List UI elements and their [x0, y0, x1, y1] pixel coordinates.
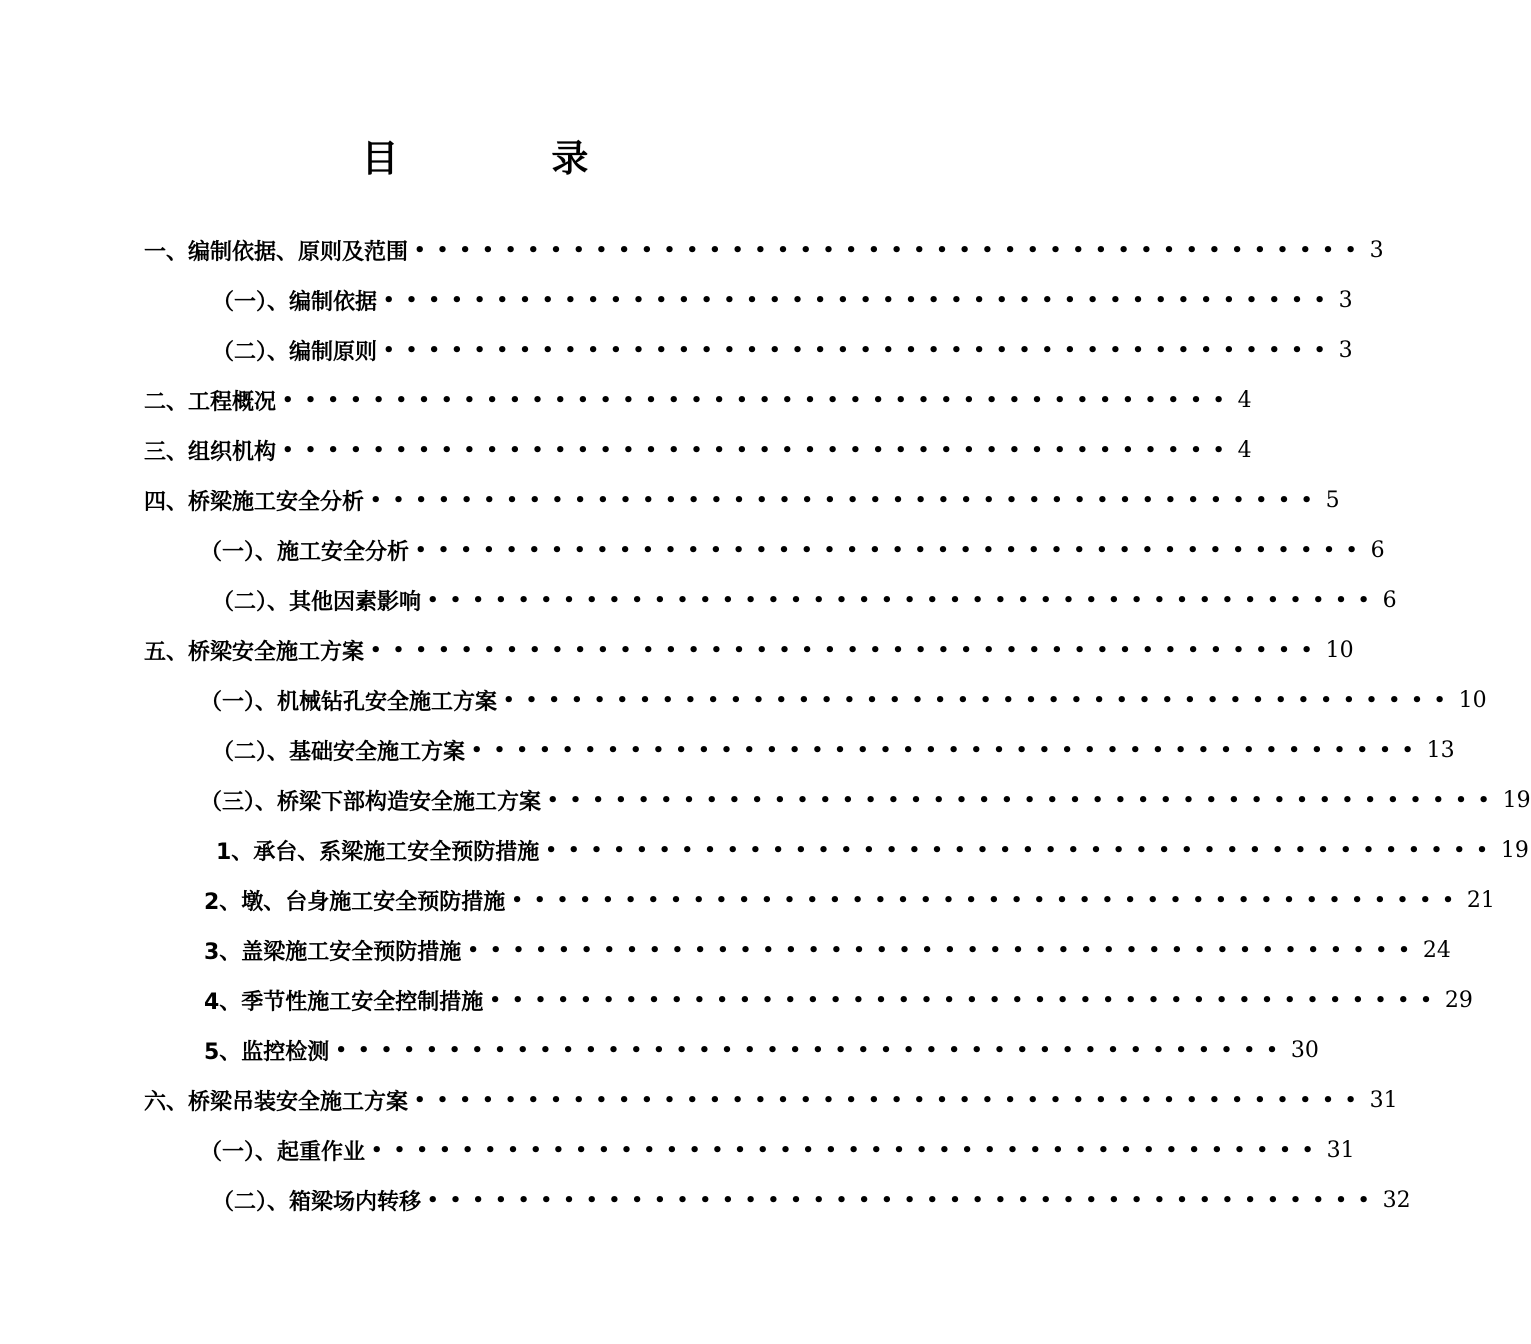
toc-entry-text: 四、桥梁施工安全分析	[144, 489, 365, 515]
toc-leader-dots: ••••••••••••••••••••••••••••••••••••••••••	[370, 639, 1324, 661]
toc-entry-text: 三、组织机构	[144, 439, 277, 465]
toc-entry-text: （一）、编制依据	[212, 289, 378, 315]
toc-entry-text: 3、盖梁施工安全预防措施	[204, 939, 462, 965]
toc-entry-page: 19	[1502, 787, 1531, 813]
toc-entry[interactable]	[212, 1176, 1411, 1224]
toc-entry-text: （一）、起重作业	[200, 1139, 366, 1165]
toc-entry-text: 5、监控检测	[204, 1039, 330, 1065]
toc-leader-dots: ••••••••••••••••••••••••••••••••••••••••••	[503, 689, 1457, 711]
toc-entry[interactable]	[204, 976, 1473, 1024]
toc-entry-text: （一）、施工安全分析	[200, 539, 410, 565]
toc-entry-text: 1、承台、系梁施工安全预防措施	[216, 839, 540, 865]
toc-entry-page: 4	[1237, 387, 1252, 413]
toc-entry-page: 21	[1466, 887, 1495, 913]
toc-entry[interactable]	[212, 276, 1353, 324]
toc-entry[interactable]	[144, 1076, 1398, 1124]
toc-entry-page: 30	[1290, 1037, 1319, 1063]
toc-entry-page: 32	[1382, 1187, 1411, 1213]
toc-leader-dots: ••••••••••••••••••••••••••••••••••••••••••	[467, 939, 1421, 961]
toc-entry[interactable]	[144, 626, 1354, 674]
toc-entry[interactable]	[144, 476, 1340, 524]
toc-entry-page: 10	[1325, 637, 1354, 663]
toc-leader-dots: ••••••••••••••••••••••••••••••••••••••••••	[489, 989, 1443, 1011]
toc-leader-dots: ••••••••••••••••••••••••••••••••••••••••••	[282, 389, 1236, 411]
toc-entry-page: 10	[1458, 687, 1487, 713]
toc-entry-text: （二）、其他因素影响	[212, 589, 422, 615]
toc-entry-page: 19	[1500, 837, 1529, 863]
toc-entry-text: （一）、机械钻孔安全施工方案	[200, 689, 498, 715]
toc-entry[interactable]	[200, 676, 1487, 724]
toc-leader-dots: ••••••••••••••••••••••••••••••••••••••••••	[545, 839, 1499, 861]
toc-entry[interactable]	[212, 326, 1353, 374]
toc-entry-text: （二）、箱梁场内转移	[212, 1189, 422, 1215]
toc-entry-page: 3	[1369, 237, 1384, 263]
toc-entry[interactable]	[204, 876, 1495, 924]
toc-leader-dots: ••••••••••••••••••••••••••••••••••••••••••	[383, 289, 1337, 311]
toc-leader-dots: ••••••••••••••••••••••••••••••••••••••••••	[383, 339, 1337, 361]
toc-entry[interactable]	[204, 1026, 1319, 1074]
toc-leader-dots: ••••••••••••••••••••••••••••••••••••••••••	[414, 239, 1368, 261]
toc-entry-page: 13	[1426, 737, 1455, 763]
toc-leader-dots: ••••••••••••••••••••••••••••••••••••••••••	[371, 1139, 1325, 1161]
toc-leader-dots: ••••••••••••••••••••••••••••••••••••••••••	[335, 1039, 1289, 1061]
toc-entry[interactable]	[144, 226, 1384, 274]
toc-entry-page: 6	[1370, 537, 1385, 563]
toc-entry[interactable]	[200, 526, 1385, 574]
toc-entry[interactable]	[212, 576, 1397, 624]
toc-leader-dots: ••••••••••••••••••••••••••••••••••••••••••	[427, 1189, 1381, 1211]
toc-leader-dots: ••••••••••••••••••••••••••••••••••••••••••	[414, 1089, 1368, 1111]
toc-entry-page: 6	[1382, 587, 1397, 613]
toc-entry[interactable]	[204, 926, 1451, 974]
toc-entry[interactable]	[200, 1126, 1355, 1174]
toc-entry-page: 4	[1237, 437, 1252, 463]
toc-leader-dots: ••••••••••••••••••••••••••••••••••••••••••	[547, 789, 1501, 811]
toc-entry-page: 29	[1444, 987, 1473, 1013]
toc-leader-dots: ••••••••••••••••••••••••••••••••••••••••••	[471, 739, 1425, 761]
toc-entry[interactable]	[212, 726, 1455, 774]
toc-entry-page: 31	[1326, 1137, 1355, 1163]
toc-leader-dots: ••••••••••••••••••••••••••••••••••••••••••	[415, 539, 1369, 561]
toc-entry-text: 五、桥梁安全施工方案	[144, 639, 365, 665]
toc-entry-page: 31	[1369, 1087, 1398, 1113]
toc-entry-page: 3	[1338, 287, 1353, 313]
toc-entry-text: （二）、编制原则	[212, 339, 378, 365]
toc-entry[interactable]	[144, 426, 1252, 474]
toc-entry-text: 二、工程概况	[144, 389, 277, 415]
toc-entry-page: 3	[1338, 337, 1353, 363]
toc-entry-text: 4、季节性施工安全控制措施	[204, 989, 484, 1015]
toc-entry[interactable]	[200, 776, 1531, 824]
toc-leader-dots: ••••••••••••••••••••••••••••••••••••••••••	[511, 889, 1465, 911]
toc-leader-dots: ••••••••••••••••••••••••••••••••••••••••••	[427, 589, 1381, 611]
toc-entry-text: 一、编制依据、原则及范围	[144, 239, 409, 265]
toc-entry-page: 24	[1422, 937, 1451, 963]
toc-entry[interactable]	[144, 376, 1252, 424]
toc-leader-dots: ••••••••••••••••••••••••••••••••••••••••••	[370, 489, 1324, 511]
toc-leader-dots: ••••••••••••••••••••••••••••••••••••••••••	[282, 439, 1236, 461]
toc-title: 目 录	[361, 137, 659, 180]
toc-entry-text: （二）、基础安全施工方案	[212, 739, 466, 765]
toc-entry-text: 六、桥梁吊装安全施工方案	[144, 1089, 409, 1115]
toc-entry-page: 5	[1325, 487, 1340, 513]
toc-entry[interactable]	[216, 826, 1529, 874]
toc-entry-text: （三）、桥梁下部构造安全施工方案	[200, 789, 542, 815]
toc-entry-text: 2、墩、台身施工安全预防措施	[204, 889, 506, 915]
